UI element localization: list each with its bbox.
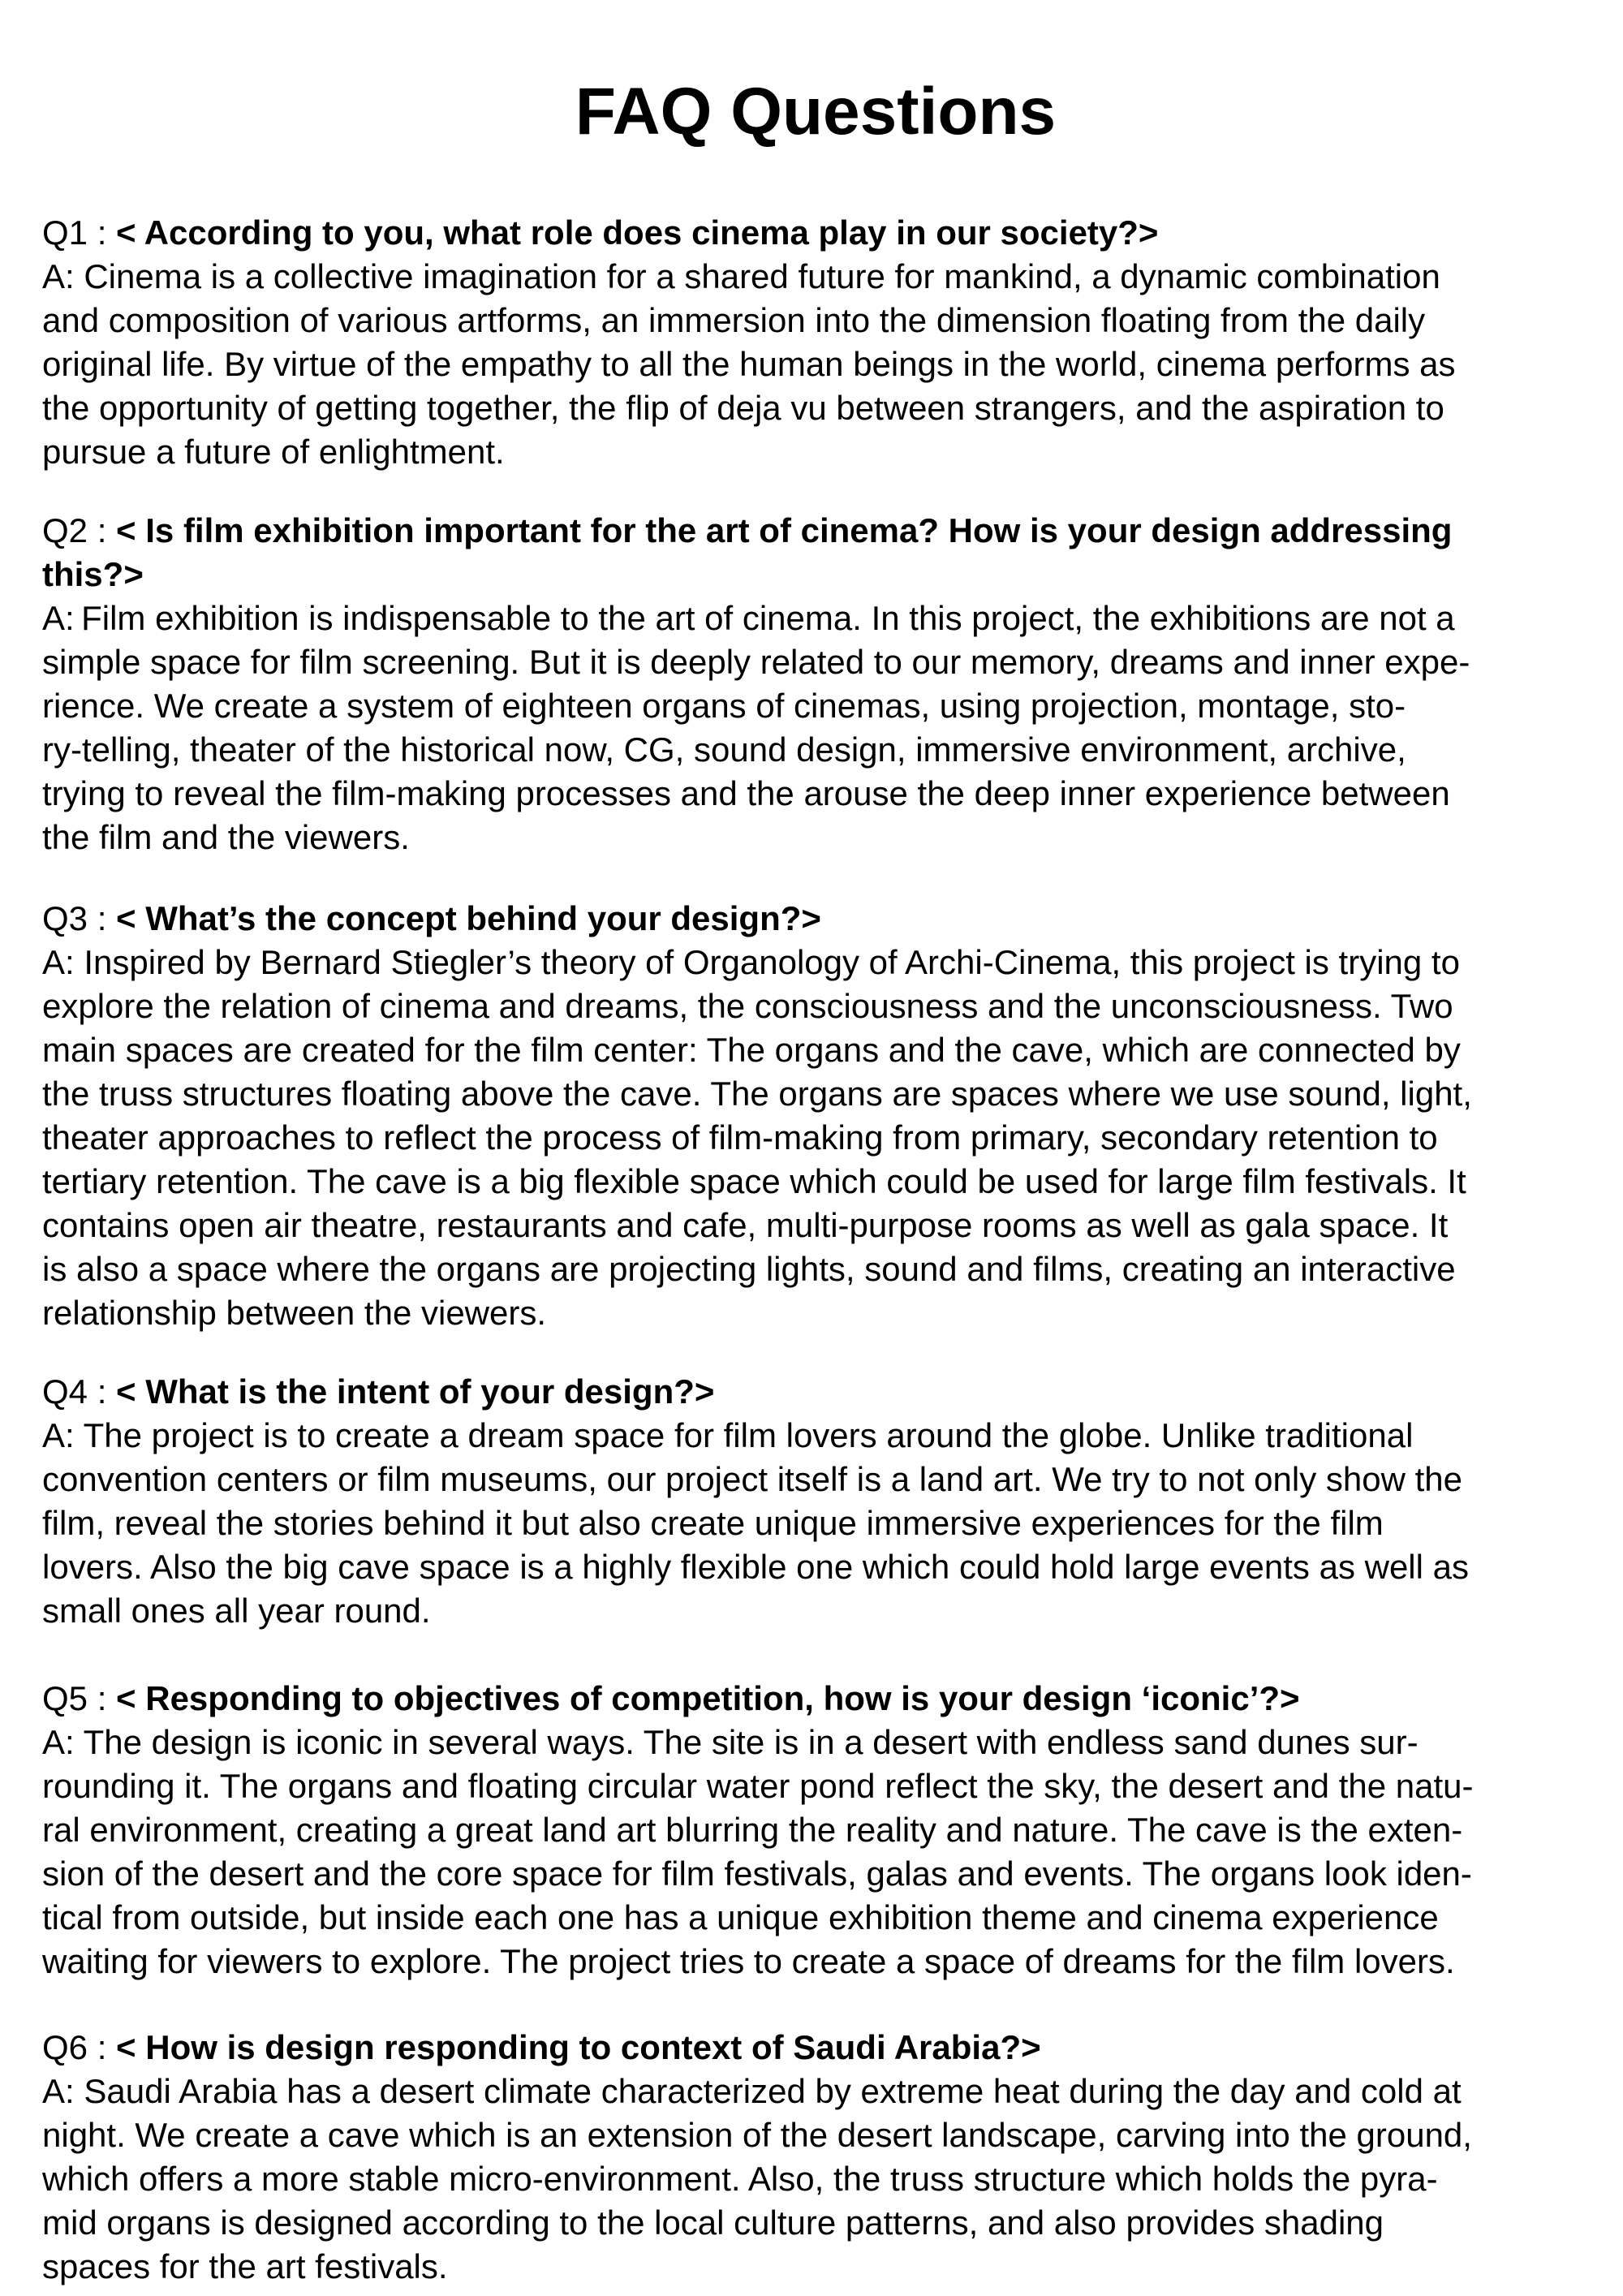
answer (42, 2070, 1584, 2289)
question-number: Q5 : (42, 1679, 117, 1717)
answer-line: waiting for viewers to explore. The project tries to create a space of dreams for the film lovers. (42, 1942, 1455, 1980)
answer-line: pursue a future of enlightment. (42, 433, 505, 471)
answer-line: A: Film exhibition is indispensable to the art of cinema. In this project, the exhibitions are not a (42, 599, 1455, 637)
answer-line: the film and the viewers. (42, 818, 410, 856)
faq-item (42, 897, 1584, 1335)
answer-line: which offers a more stable micro-environment. Also, the truss structure which holds the pyra- (42, 2160, 1438, 2198)
answer-line: ry-telling, theater of the historical now, CG, sound design, immersive environment, archive, (42, 730, 1406, 769)
answer (42, 941, 1584, 1335)
answer (42, 1721, 1584, 1984)
answer-line: A: Saudi Arabia has a desert climate characterized by extreme heat during the day and cold at (42, 2072, 1462, 2110)
answer-line: small ones all year round. (42, 1592, 431, 1630)
answer-line: rience. We create a system of eighteen organs of cinemas, using projection, montage, sto- (42, 687, 1406, 725)
question-text: < Is film exhibition important for the art of cinema? How is your design addressing (116, 511, 1453, 549)
faq-item (42, 2026, 1584, 2289)
answer-line: rounding it. The organs and floating circular water pond reflect the sky, the desert and the natu- (42, 1767, 1474, 1805)
answer-line: theater approaches to reflect the process of film-making from primary, secondary retention to (42, 1118, 1438, 1157)
answer (42, 255, 1584, 474)
answer-line: film, reveal the stories behind it but also create unique immersive experiences for the film (42, 1504, 1384, 1542)
answer-line: tical from outside, but inside each one has a unique exhibition theme and cinema experience (42, 1898, 1439, 1936)
faq-item (42, 211, 1584, 474)
faq-item (42, 1677, 1584, 1984)
answer-line: A: The project is to create a dream space for film lovers around the globe. Unlike traditional (42, 1416, 1414, 1454)
answer-line: original life. By virtue of the empathy to all the human beings in the world, cinema performs as (42, 345, 1456, 383)
answer-line: the truss structures floating above the cave. The organs are spaces where we use sound, light, (42, 1075, 1472, 1113)
answer-line: A: The design is iconic in several ways. The site is in a desert with endless sand dunes sur- (42, 1723, 1419, 1761)
answer-line: is also a space where the organs are projecting lights, sound and films, creating an interactive (42, 1250, 1456, 1288)
question-text: < How is design responding to context of Saudi Arabia?> (116, 2028, 1041, 2066)
faq-item (42, 1370, 1584, 1633)
answer (42, 1414, 1584, 1633)
answer-line: mid organs is designed according to the local culture patterns, and also provides shading (42, 2203, 1384, 2242)
question-text: < According to you, what role does cinema play in our society?> (116, 213, 1159, 252)
question (42, 2026, 1584, 2070)
question-number: Q4 : (42, 1372, 117, 1411)
question-continued (42, 553, 1584, 597)
answer-line: the opportunity of getting together, the flip of deja vu between strangers, and the aspiration to (42, 389, 1444, 427)
question (42, 1677, 1584, 1721)
question-text: < What’s the concept behind your design?> (116, 899, 821, 937)
answer-line: main spaces are created for the film center: The organs and the cave, which are connected by (42, 1031, 1461, 1069)
question (42, 897, 1584, 941)
answer-line: ral environment, creating a great land art blurring the reality and nature. The cave is the exten- (42, 1811, 1463, 1849)
question-text: < Responding to objectives of competition, how is your design ‘iconic’?> (116, 1679, 1300, 1717)
answer (42, 597, 1584, 859)
question (42, 1370, 1584, 1414)
question-number: Q3 : (42, 899, 117, 937)
answer-line: lovers. Also the big cave space is a highly flexible one which could hold large events as well as (42, 1548, 1469, 1586)
answer-line: sion of the desert and the core space for film festivals, galas and events. The organs look iden- (42, 1854, 1472, 1893)
answer-line: relationship between the viewers. (42, 1294, 547, 1332)
question (42, 509, 1584, 553)
question-text-continued: this?> (42, 555, 144, 593)
page-title: FAQ Questions (575, 75, 1057, 149)
question (42, 211, 1584, 255)
question-text: < What is the intent of your design?> (116, 1372, 715, 1411)
answer-line: contains open air theatre, restaurants and cafe, multi-purpose rooms as well as gala space. It (42, 1206, 1449, 1244)
answer-line: and composition of various artforms, an immersion into the dimension floating from the daily (42, 301, 1426, 339)
question-number: Q6 : (42, 2028, 117, 2066)
answer-line: explore the relation of cinema and dreams, the consciousness and the unconsciousness. Two (42, 987, 1453, 1025)
answer-line: trying to reveal the film-making processes and the arouse the deep inner experience between (42, 774, 1450, 812)
answer-line: A: Cinema is a collective imagination for a shared future for mankind, a dynamic combination (42, 257, 1440, 295)
answer-line: A: Inspired by Bernard Stiegler’s theory of Organology of Archi-Cinema, this project is trying to (42, 943, 1460, 981)
faq-item (42, 509, 1584, 859)
question-number: Q2 : (42, 511, 117, 549)
question-number: Q1 : (42, 213, 117, 252)
answer-line: simple space for film screening. But it is deeply related to our memory, dreams and inner expe- (42, 643, 1470, 681)
answer-line: tertiary retention. The cave is a big flexible space which could be used for large film festivals. It (42, 1162, 1466, 1200)
answer-line: night. We create a cave which is an extension of the desert landscape, carving into the ground, (42, 2116, 1472, 2154)
answer-line: convention centers or film museums, our project itself is a land art. We try to not only show the (42, 1460, 1462, 1498)
answer-line: spaces for the art festivals. (42, 2247, 448, 2285)
